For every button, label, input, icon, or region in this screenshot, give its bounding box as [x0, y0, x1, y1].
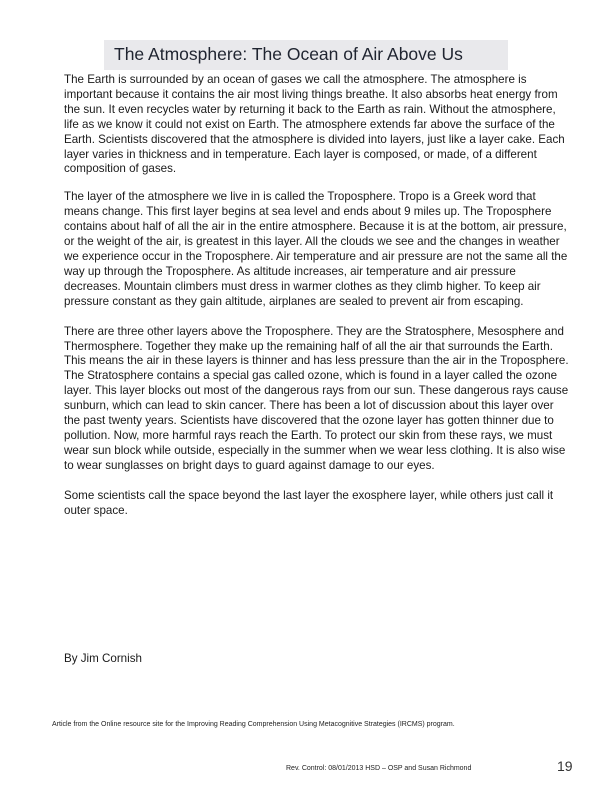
page-title: The Atmosphere: The Ocean of Air Above Us: [104, 40, 508, 70]
paragraph-upper-layers: There are three other layers above the Troposphere. They are the Stratosphere, Mesosphere and Thermosphere. Together they make up the remaining half of all the air that surrounds the Earth. This means the air in these layers is thinner and has less pressure than the air in the Troposphere. The Stratosphere contains a special gas called ozone, which is found in a layer called the ozone layer. This layer blocks out most of the dangerous rays from our sun. These dangerous rays cause sunburn, which can lead to skin cancer. There has been a lot of discussion about this layer over the past twenty years. Scientists have discovered that the ozone layer has gotten thinner due to pollution. Now, more harmful rays reach the Earth. To protect our skin from these rays, we must wear sun block while outside, especially in the summer when we wear less clothing. It is also wise to wear sunglasses on bright days to guard against damage to our eyes.: [64, 324, 569, 472]
source-note: Article from the Online resource site for the Improving Reading Comprehension Using Metacognitive Strategies (IRCMS) program.: [52, 721, 455, 728]
paragraph-troposphere: The layer of the atmosphere we live in is called the Troposphere. Tropo is a Greek word that means change. This first layer begins at sea level and ends about 9 miles up. The Troposphere contains about half of all the air in the entire atmosphere. Because it is at the bottom, air pressure, or the weight of the air, is greatest in this layer. All the clouds we see and the changes in weather we experience occur in the Troposphere. Air temperature and air pressure are not the same all the way up through the Troposphere. As altitude increases, air temperature and air pressure decreases. Mountain climbers must dress in warmer clothes as they climb higher. To keep air pressure constant as they gain altitude, airplanes are sealed to prevent air from escaping.: [64, 190, 568, 308]
revision-control-footer: Rev. Control: 08/01/2013 HSD – OSP and Susan Richmond: [286, 765, 472, 772]
paragraph-intro: The Earth is surrounded by an ocean of gases we call the atmosphere. The atmosphere is important because it contains the air most living things breathe. It also absorbs heat energy from the sun. It even recycles water by returning it back to the Earth as rain. Without the atmosphere, life as we know it could not exist on Earth. The atmosphere extends far above the surface of the Earth. Scientists discovered that the atmosphere is divided into layers, just like a layer cake. Each layer varies in thickness and in temperature. Each layer is composed, or made, of a different composition of gases.: [64, 73, 565, 176]
author-byline: By Jim Cornish: [64, 652, 142, 665]
page-number: 19: [557, 758, 573, 774]
paragraph-exosphere: Some scientists call the space beyond the last layer the exosphere layer, while others just call it outer space.: [64, 488, 554, 517]
article-body: [64, 73, 572, 533]
